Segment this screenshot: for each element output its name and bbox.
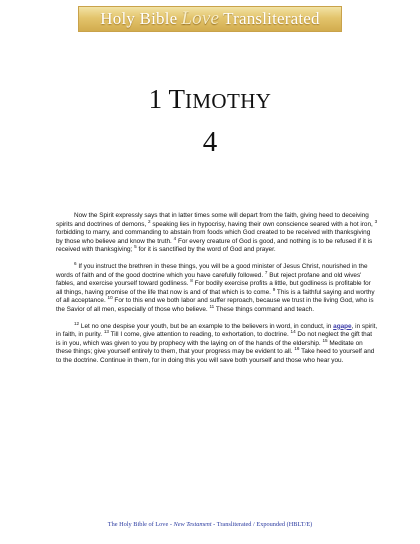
verse-number: 16 [294, 346, 300, 352]
verse-number: 4 [173, 235, 177, 241]
paragraph [56, 260, 378, 315]
verse-text: For bodily exercise profits a little, but godliness is profitable for all things, having promise of the life that now is and of that which is to come. [56, 280, 371, 296]
banner-text-holy-bible: Holy Bible [100, 9, 178, 28]
verse-text: Now the Spirit expressly says that in latter times some will depart from the faith, giving heed to deceiving spirits and doctrines of demons, [56, 212, 369, 228]
verse-text: Meditate on these things; give yourself entirely to them, that your progress may be evident to all. [56, 339, 363, 356]
verse-number: 15 [322, 337, 328, 343]
verse-number: 5 [134, 244, 137, 250]
chapter-text [56, 212, 378, 374]
paragraph [56, 320, 378, 366]
verse-text: forbidding to marry, and commanding to abstain from foods which God created to be received with thanksgiving by those who believe and know the truth. [56, 229, 371, 245]
chapter-number: 4 [202, 126, 218, 158]
book-name-rest: IMOTHY [184, 89, 272, 113]
verse-text: Do not neglect the gift that is in you, which was given to you by prophecy with the laying on of the hands of the eldership. [56, 331, 373, 347]
banner-text-love: Love [181, 8, 220, 29]
verse-number: 12 [74, 320, 80, 326]
verse-number: 7 [264, 269, 268, 275]
verse-text: , in spirit, in faith, in purity. [56, 322, 378, 339]
book-number: 1 [148, 84, 163, 114]
verse-number: 2 [148, 218, 151, 224]
banner-text-transliterated: Transliterated [223, 9, 320, 28]
verse-number: 3 [374, 218, 378, 224]
verse-text: for it is sanctified by the word of God and prayer. [138, 246, 276, 254]
paragraph [56, 212, 378, 255]
verse-number: 6 [74, 260, 77, 266]
footer-new-testament: New Testament [173, 521, 212, 528]
verse-number: 11 [209, 303, 215, 309]
verse-text: These things command and teach. [215, 305, 314, 313]
verse-number: 13 [103, 329, 109, 335]
verse-text: For every creature of God is good, and nothing is to be refused if it is received with thanksgiving; [56, 237, 373, 254]
verse-text: Take heed to yourself and to the doctrine. Continue in them, for in doing this you will save both yourself and those who hear you. [56, 348, 375, 364]
book-name-initial: T [168, 84, 185, 114]
verse-number: 10 [107, 295, 113, 301]
verse-text: For to this end we both labor and suffer reproach, because we trust in the living God, who is the Savior of all men, especially of those who believe. [56, 297, 374, 313]
verse-text: But reject profane and old wives' fables, and exercise yourself toward godliness. [56, 271, 362, 288]
verse-text: Till I come, give attention to reading, to exhortation, to doctrine. [110, 331, 291, 339]
footer-edition: - Transliterated / Expounded (HBLT/E) [211, 521, 313, 528]
verse-number: 9 [272, 286, 276, 292]
verse-number: 14 [290, 329, 296, 335]
page-footer [0, 521, 420, 528]
agape-link[interactable]: agape [333, 322, 352, 330]
verse-text: If you instruct the brethren in these things, you will be a good minister of Jesus Christ, nourished in the words of faith and of the good doctrine which you have carefully followed. [56, 262, 368, 279]
footer-title: The Holy Bible of Love - [107, 521, 174, 528]
verse-text: Let no one despise your youth, but be an example to the believers in word, in conduct, in [80, 322, 334, 330]
header-banner [78, 6, 342, 32]
verse-text: speaking lies in hypocrisy, having their own conscience seared with a hot iron, [152, 220, 375, 228]
book-title [0, 84, 420, 115]
verse-number: 8 [190, 278, 193, 284]
verse-text: This is a faithful saying and worthy of all acceptance. [56, 288, 375, 305]
